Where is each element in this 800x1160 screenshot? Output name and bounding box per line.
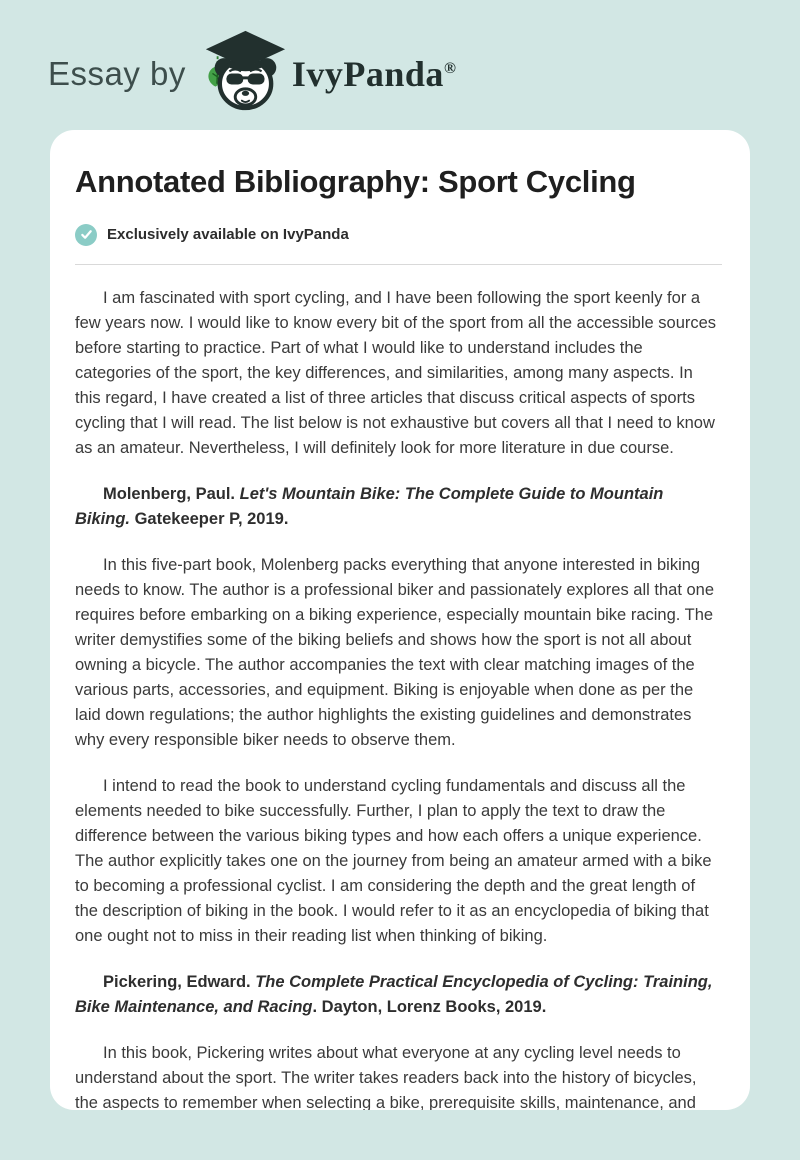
essay-card [50,130,750,1110]
check-icon [75,224,97,246]
header [0,0,800,122]
essay-by-label: Essay by [48,55,186,92]
paragraph: In this book, Pickering writes about what everyone at any cycling level needs to understand about the sport. The writer takes readers back into the history of bicycles, the aspects to remember when selecting a bike, prerequisite skills, maintenance, and [75,1043,697,1110]
registered-mark: ® [443,60,457,77]
exclusive-badge [75,224,722,246]
page-title: Annotated Bibliography: Sport Cycling [75,164,636,199]
paragraph: I intend to read the book to understand cycling fundamentals and discuss all the elements needed to bike successfully. Further, I plan to apply the text to draw the difference between the various biking types and how each offers a unique experience. The author explicitly takes one on the journey from being an amateur armed with a bike to becoming a professional cyclist. I am considering the depth and the great length of the description of biking in the book. I would refer to it as an encyclopedia of biking that one ought not to miss in their reading list when thinking of biking. [75,776,712,945]
citation-author: Pickering, Edward. [103,972,256,991]
paragraph: In this five-part book, Molenberg packs everything that anyone interested in biking needs to know. The author is a professional biker and passionately explores all that one requires before embarking on a biking experience, especially mountain bike racing. The writer demystifies some of the biking beliefs and shows how the sport is not all about owning a bicycle. The author accompanies the text with clear matching images of the various parts, accessories, and equipment. Biking is enjoyable when done as per the laid down regulations; the author highlights the existing guidelines and demonstrates why every responsible biker needs to observe them. [75,555,715,749]
citation-publisher: . Dayton, Lorenz Books, 2019. [312,997,547,1016]
citation-pickering [75,970,722,1020]
citation-publisher: Gatekeeper P, 2019. [130,509,289,528]
paragraph: I am fascinated with sport cycling, and I have been following the sport keenly for a few years now. I would like to know every bit of the sport from all the accessible sources before starting to practice. Part of what I would like to understand includes the categories of the sport, the key differences, and similarities, among many aspects. In this regard, I have created a list of three articles that discuss critical aspects of sports cycling that I will read. The list below is not exhaustive but covers all that I need to know as an amateur. Nevertheless, I will definitely look for more literature in due course. [75,288,717,457]
citation-author: Molenberg, Paul. [103,484,240,503]
citation-molenberg [75,482,722,532]
badge-label: Exclusively available on IvyPanda [107,226,349,244]
divider [75,264,722,265]
essay-body [75,286,722,1110]
citation-title: Let's Mountain Bike: The Complete Guide to Mountain Biking. [75,484,664,528]
brand-logo-text: IvyPanda® [291,54,457,94]
panda-graduate-icon [200,26,288,118]
citation-title: The Complete Practical Encyclopedia of Cycling: Training, Bike Maintenance, and Racing [75,972,713,1016]
